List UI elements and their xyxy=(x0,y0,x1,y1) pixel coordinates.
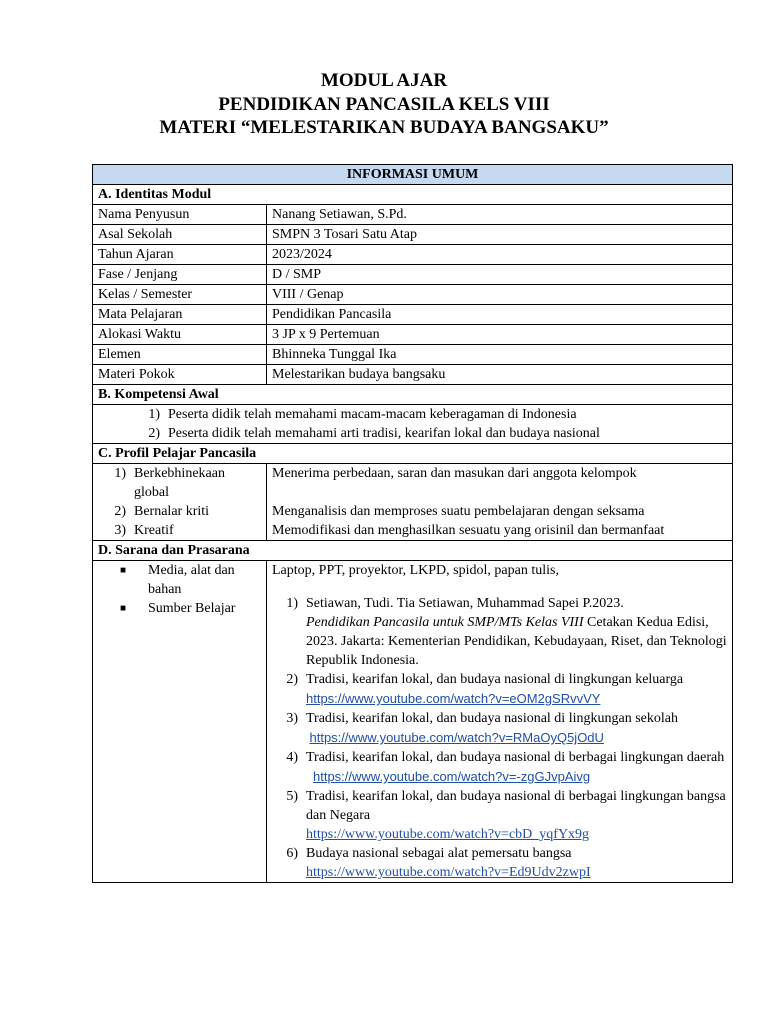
informasi-umum-table xyxy=(92,164,733,883)
list-number: 6) xyxy=(286,846,298,861)
row-value: 3 JP x 9 Pertemuan xyxy=(267,325,733,345)
row-value: Nanang Setiawan, S.Pd. xyxy=(267,205,733,225)
list-item xyxy=(98,424,727,443)
list-item xyxy=(98,405,727,424)
row-value: Bhinneka Tunggal Ika xyxy=(267,345,733,365)
list-number: 1) xyxy=(286,596,298,611)
table-row xyxy=(93,325,733,345)
table-row xyxy=(93,305,733,325)
youtube-link[interactable]: https://www.youtube.com/watch?v=eOM2gSRvvVY xyxy=(306,691,601,706)
row-value: VIII / Genap xyxy=(267,285,733,305)
profil-label: Kreatif xyxy=(134,523,174,538)
youtube-link[interactable]: https://www.youtube.com/watch?v=-zgGJvpAivg xyxy=(313,769,591,784)
profil-label: Berkebhinekaan global xyxy=(134,466,225,500)
list-item xyxy=(272,594,727,670)
list-number: 2) xyxy=(114,504,126,519)
list-number: 2) xyxy=(148,426,160,441)
section-a-heading: A. Identitas Modul xyxy=(93,185,733,205)
list-item xyxy=(272,709,727,748)
row-value: 2023/2024 xyxy=(267,245,733,265)
youtube-link[interactable]: https://www.youtube.com/watch?v=Ed9Udv2zwpI xyxy=(306,865,591,880)
row-label: Nama Penyusun xyxy=(93,205,267,225)
table-row xyxy=(93,285,733,305)
profil-desc: Menerima perbedaan, saran dan masukan dari anggota kelompok xyxy=(272,466,637,481)
table-row xyxy=(93,245,733,265)
profil-desc: Menganalisis dan memproses suatu pembelajaran dengan seksama xyxy=(272,504,645,519)
table-row xyxy=(93,365,733,385)
row-label: Elemen xyxy=(93,345,267,365)
list-item xyxy=(98,464,261,502)
profil-labels xyxy=(93,464,267,541)
table-row xyxy=(93,225,733,245)
profil-descriptions xyxy=(267,464,733,541)
list-text: Peserta didik telah memahami arti tradisi, kearifan lokal dan budaya nasional xyxy=(168,426,600,441)
table-row xyxy=(93,205,733,225)
profil-label: Bernalar kriti xyxy=(134,504,210,519)
row-value: SMPN 3 Tosari Satu Atap xyxy=(267,225,733,245)
table-row xyxy=(93,265,733,285)
row-value: Melestarikan budaya bangsaku xyxy=(267,365,733,385)
list-number: 1) xyxy=(114,466,126,481)
list-number: 1) xyxy=(148,407,160,422)
doc-title-line1: MODUL AJAR xyxy=(320,70,448,91)
row-label: Kelas / Semester xyxy=(93,285,267,305)
row-label: Alokasi Waktu xyxy=(93,325,267,345)
row-label: Asal Sekolah xyxy=(93,225,267,245)
list-number: 5) xyxy=(286,789,298,804)
bullet-text: Media, alat dan bahan xyxy=(148,563,235,597)
kompetensi-list xyxy=(93,405,733,444)
list-number: 4) xyxy=(286,750,298,765)
profil-desc: Memodifikasi dan menghasilkan sesuatu yang orisinil dan bermanfaat xyxy=(272,523,665,538)
list-item xyxy=(98,599,261,618)
table-header: INFORMASI UMUM xyxy=(93,165,733,185)
doc-title-line3: MATERI “MELESTARIKAN BUDAYA BANGSAKU” xyxy=(159,117,609,138)
reference-text: Tradisi, kearifan lokal, dan budaya nasional di berbagai lingkungan daerah xyxy=(306,750,725,765)
youtube-link[interactable]: https://www.youtube.com/watch?v=cbD_yqfYx9g xyxy=(306,827,590,842)
row-value: Pendidikan Pancasila xyxy=(267,305,733,325)
sarana-labels xyxy=(93,561,267,883)
table-row xyxy=(93,345,733,365)
list-item xyxy=(98,521,261,540)
section-c-heading: C. Profil Pelajar Pancasila xyxy=(93,444,733,464)
reference-text: Budaya nasional sebagai alat pemersatu bangsa xyxy=(306,846,572,861)
reference-text: Tradisi, kearifan lokal, dan budaya nasional di berbagai lingkungan bangsa dan Negara xyxy=(306,789,726,823)
section-b-heading: B. Kompetensi Awal xyxy=(93,385,733,405)
list-text: Peserta didik telah memahami macam-macam keberagaman di Indonesia xyxy=(168,407,577,422)
bullet-icon: ■ xyxy=(120,565,127,576)
list-item xyxy=(272,787,727,844)
row-label: Materi Pokok xyxy=(93,365,267,385)
row-label: Fase / Jenjang xyxy=(93,265,267,285)
list-item xyxy=(272,844,727,882)
bullet-icon: ■ xyxy=(120,603,127,614)
row-label: Tahun Ajaran xyxy=(93,245,267,265)
youtube-link[interactable]: https://www.youtube.com/watch?v=RMaOyQ5jOdU xyxy=(309,730,604,745)
reference-text: Tradisi, kearifan lokal, dan budaya nasional di lingkungan keluarga xyxy=(306,672,684,687)
bullet-text: Sumber Belajar xyxy=(148,601,236,616)
list-number: 3) xyxy=(114,523,126,538)
list-number: 3) xyxy=(286,711,298,726)
list-item xyxy=(98,502,261,521)
list-item xyxy=(98,561,261,599)
row-label: Mata Pelajaran xyxy=(93,305,267,325)
reference-text: Setiawan, Tudi. Tia Setiawan, Muhammad Sapei P.2023. Pendidikan Pancasila untuk SMP/MTs Kelas VIII Cetakan Kedua Edisi, 2023. Jakarta: Kementerian Pendidikan, Kebudayaan, Riset, dan Teknologi Republik Indonesia. xyxy=(306,596,727,668)
list-number: 2) xyxy=(286,672,298,687)
sarana-values xyxy=(267,561,733,883)
doc-title-line2: PENDIDIKAN PANCASILA KELS VIII xyxy=(218,94,550,115)
list-item xyxy=(272,748,727,787)
list-item xyxy=(272,670,727,709)
reference-text: Tradisi, kearifan lokal, dan budaya nasional di lingkungan sekolah xyxy=(306,711,678,726)
row-value: D / SMP xyxy=(267,265,733,285)
media-value: Laptop, PPT, proyektor, LKPD, spidol, papan tulis, xyxy=(272,563,559,578)
section-d-heading: D. Sarana dan Prasarana xyxy=(93,541,733,561)
